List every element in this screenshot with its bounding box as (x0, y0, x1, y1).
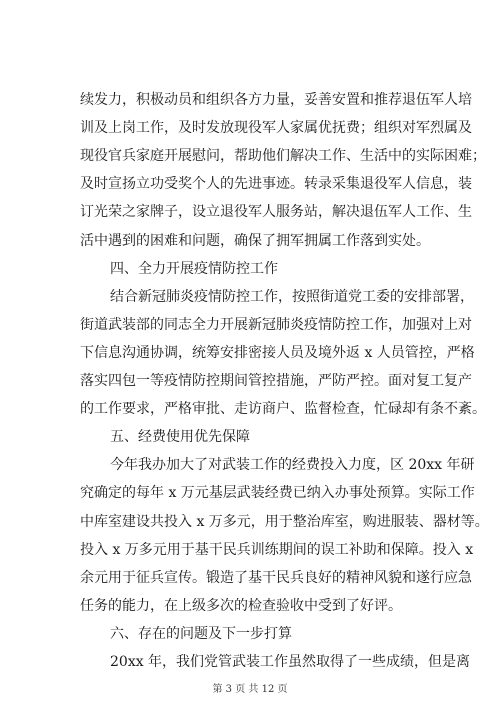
body-line: 究确定的每年 x 万元基层武装经费已纳入办事处预算。实际工作 (80, 485, 475, 501)
body-line: 订光荣之家牌子，设立退役军人服务站，解决退伍军人工作、生 (80, 204, 472, 220)
body-line: 及时宣扬立功受奖个人的先进事迹。转录采集退役军人信息，装 (80, 176, 472, 192)
section-heading: 六、存在的问题及下一步打算 (110, 626, 292, 642)
body-line: 落实四包一等疫情防控期间管控措施，严防严控。面对复工复产 (80, 373, 472, 389)
body-line: 余元用于征兵宣传。锻造了基干民兵良好的精神风貌和遂行应急 (80, 570, 472, 586)
body-line: 任务的能力，在上级多次的检查验收中受到了好评。 (80, 598, 402, 614)
body-line: 20xx 年，我们党管武装工作虽然取得了一些成绩，但是离 (110, 654, 471, 670)
body-line: 续发力，积极动员和组织各方力量，妥善安置和推荐退伍军人培 (80, 92, 472, 108)
section-heading: 五、经费使用优先保障 (110, 429, 250, 445)
body-line: 训及上岗工作，及时发放现役军人家属优抚费；组织对军烈属及 (80, 120, 472, 136)
body-line: 下信息沟通协调，统筹安排密接人员及境外返 x 人员管控，严格 (80, 345, 475, 361)
body-line: 街道武装部的同志全力开展新冠肺炎疫情防控工作，加强对上对 (80, 317, 472, 333)
body-line: 今年我办加大了对武装工作的经费投入力度，区 20xx 年研 (110, 457, 475, 473)
body-line: 现役官兵家庭开展慰问，帮助他们解决工作、生活中的实际困难； (80, 148, 486, 164)
body-line: 结合新冠肺炎疫情防控工作，按照街道党工委的安排部署， (110, 289, 474, 305)
page-footer: 第 3 页 共 12 页 (212, 684, 288, 695)
section-heading: 四、全力开展疫情防控工作 (110, 261, 278, 277)
body-line: 活中遇到的困难和问题，确保了拥军拥属工作落到实处。 (80, 233, 430, 249)
body-line: 中库室建设共投入 x 万多元，用于整治库室，购进服装、器材等。 (80, 514, 489, 530)
body-line: 的工作要求，严格审批、走访商户、监督检查，忙碌却有条不紊。 (80, 401, 486, 417)
body-line: 投入 x 万多元用于基干民兵训练期间的误工补助和保障。投入 x (80, 542, 474, 558)
